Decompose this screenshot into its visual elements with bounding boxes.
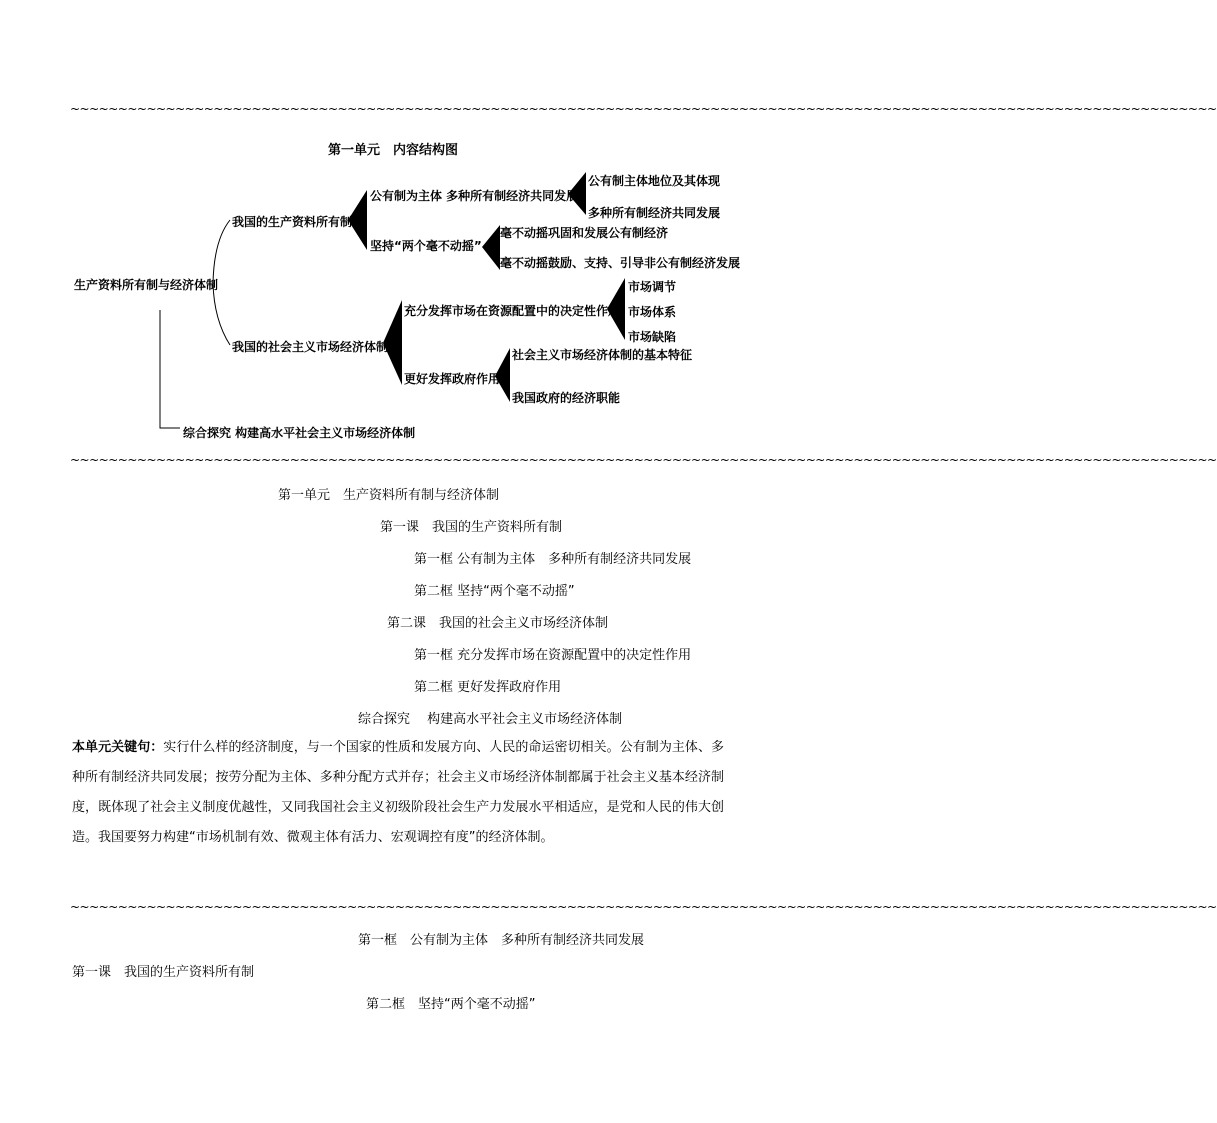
diagram-b1b2-label: 毫不动摇鼓励、支持、引导非公有制经济发展 xyxy=(500,256,741,270)
diagram-b2a-label: 充分发挥市场在资源配置中的决定性作用 xyxy=(404,304,621,318)
diagram-b1a2-label: 多种所有制经济共同发展 xyxy=(588,206,721,220)
diagram-b1-label: 我国的生产资料所有制 xyxy=(232,215,353,229)
diagram-b2b-label: 更好发挥政府作用 xyxy=(404,372,501,386)
diagram-b3-label: 综合探究 构建高水平社会主义市场经济体制 xyxy=(183,426,416,440)
section-frame-2-heading: 第二框 坚持“两个毫不动摇” xyxy=(366,997,536,1012)
toc-lesson-2-frame-1: 第一框 充分发挥市场在资源配置中的决定性作用 xyxy=(414,648,692,663)
toc-lesson-1: 第一课 我国的生产资料所有制 xyxy=(380,520,563,535)
toc-lesson-1-frame-1: 第一框 公有制为主体 多种所有制经济共同发展 xyxy=(414,552,692,567)
diagram-b2b2-label: 我国政府的经济职能 xyxy=(512,391,621,405)
diagram-b2a1-label: 市场调节 xyxy=(628,280,677,294)
diagram-b2b1-label: 社会主义市场经济体制的基本特征 xyxy=(512,348,693,362)
separator-line: ~~~~~~~~~~~~~~~~~~~~~~~~~~~~~~~~~~~~~~~~~~~~~~~~~~~~~~~~~~~~~~~~~~~~~~~~~~~~~~~~~~~~~~~~~~~~~~~~~~~~~~~~~~~~~~~~~~~~~~~~ xyxy=(70,900,1217,914)
key-phrase-text: 实行什么样的经济制度，与一个国家的性质和发展方向、人民的命运密切相关。公有制为主体、多种所有制经济共同发展；按劳分配为主体、多种分配方式并存；社会主义市场经济体制都属于社会主义基本经济制度，既体现了社会主义制度优越性，又同我国社会主义初级阶段社会生产力发展水平相适应，是党和人民的伟大创造。我国要努力构建“市场机制有效、微观主体有活力、宏观调控有度”的经济体制。 xyxy=(72,740,724,845)
diagram-b1a1-label: 公有制主体地位及其体现 xyxy=(588,174,721,188)
diagram-b2a2-label: 市场体系 xyxy=(628,305,677,319)
toc-unit: 第一单元 生产资料所有制与经济体制 xyxy=(278,488,500,503)
toc-lesson-2-frame-2: 第二框 更好发挥政府作用 xyxy=(414,680,562,695)
diagram-b1a-label: 公有制为主体 多种所有制经济共同发展 xyxy=(370,189,579,203)
section-frame-1-heading: 第一框 公有制为主体 多种所有制经济共同发展 xyxy=(358,933,645,948)
root-to-explore-connector xyxy=(160,310,180,428)
key-phrase-paragraph xyxy=(72,733,724,853)
diagram-root-label: 生产资料所有制与经济体制 xyxy=(74,278,219,292)
diagram-b2a3-label: 市场缺陷 xyxy=(628,330,677,344)
diagram-b2-label: 我国的社会主义市场经济体制 xyxy=(232,340,389,354)
toc-lesson-2: 第二课 我国的社会主义市场经济体制 xyxy=(387,616,609,631)
key-phrase-label: 本单元关键句： xyxy=(72,740,164,755)
toc-lesson-1-frame-2: 第二框 坚持“两个毫不动摇” xyxy=(414,584,575,599)
toc-comprehensive-exploration: 综合探究 构建高水平社会主义市场经济体制 xyxy=(358,712,623,727)
separator-line: ~~~~~~~~~~~~~~~~~~~~~~~~~~~~~~~~~~~~~~~~~~~~~~~~~~~~~~~~~~~~~~~~~~~~~~~~~~~~~~~~~~~~~~~~~~~~~~~~~~~~~~~~~~~~~~~~~~~~~~~~ xyxy=(70,102,1217,116)
separator-line: ~~~~~~~~~~~~~~~~~~~~~~~~~~~~~~~~~~~~~~~~~~~~~~~~~~~~~~~~~~~~~~~~~~~~~~~~~~~~~~~~~~~~~~~~~~~~~~~~~~~~~~~~~~~~~~~~~~~~~~~~ xyxy=(70,453,1217,467)
structure-title: 第一单元 内容结构图 xyxy=(328,143,459,158)
section-lesson-1-heading: 第一课 我国的生产资料所有制 xyxy=(72,965,255,980)
b1b-brace xyxy=(482,225,500,270)
diagram-b1b-label: 坚持“两个毫不动摇” xyxy=(370,239,482,253)
diagram-b1b1-label: 毫不动摇巩固和发展公有制经济 xyxy=(500,226,669,240)
